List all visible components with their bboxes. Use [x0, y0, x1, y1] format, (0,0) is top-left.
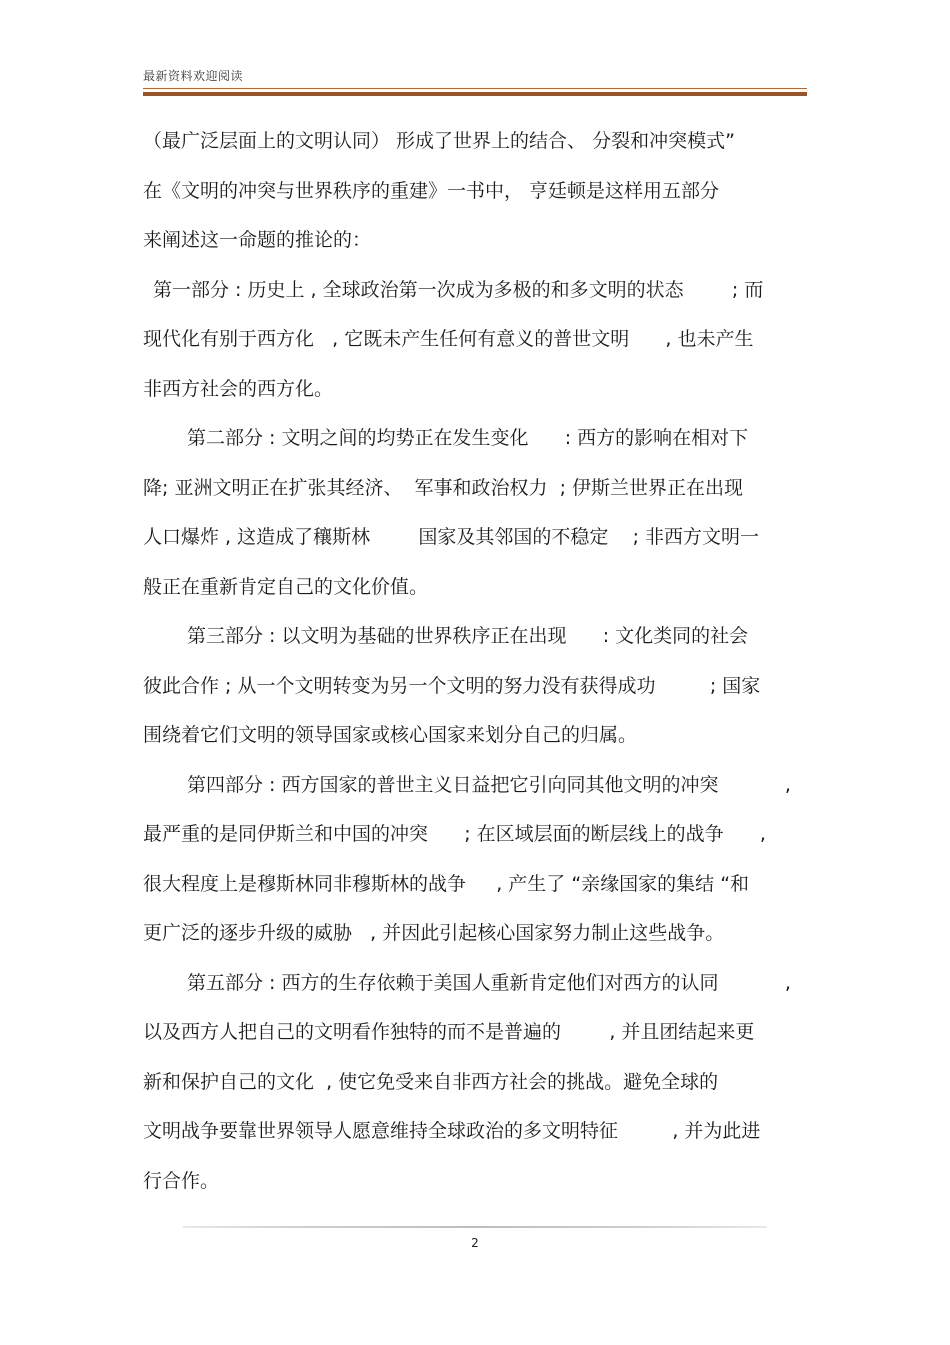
- paragraph-line: 在《文明的冲突与世界秩序的重建》一书中， 亨廷顿是这样用五部分: [143, 179, 720, 202]
- header-rule: [143, 88, 807, 89]
- paragraph-line: 最严重的是同伊斯兰和中国的冲突 ; 在区域层面的断层线上的战争 ,: [143, 823, 766, 845]
- paragraph-line: 现代化有别于西方化 , 它既未产生任何有意义的普世文明 , 也未产生: [143, 328, 754, 350]
- paragraph-line: 更广泛的逐步升级的威胁 , 并因此引起核心国家努力制止这些战争。: [143, 922, 725, 944]
- page-header: 最新资料欢迎阅读: [143, 69, 244, 83]
- paragraph-line: 很大程度上是穆斯林同非穆斯林的战争 , 产生了 “亲缘国家的集结 “和: [143, 872, 750, 895]
- paragraph-line: 以及西方人把自己的文明看作独特的而不是普遍的 , 并且团结起来更: [143, 1021, 755, 1043]
- paragraph-line: 第五部分 : 西方的生存依赖于美国人重新肯定他们对西方的认同 ,: [187, 971, 791, 994]
- paragraph-line: 第四部分 : 西方国家的普世主义日益把它引向同其他文明的冲突 ,: [187, 773, 791, 796]
- paragraph-line: 来阐述这一命题的推论的：: [143, 229, 372, 251]
- paragraph-line: 彼此合作 ; 从一个文明转变为另一个文明的努力没有获得成功 ; 国家: [143, 674, 761, 697]
- paragraph-line: 降; 亚洲文明正在扩张其经济、 军事和政治权力 ; 伊斯兰世界正在出现: [143, 476, 744, 499]
- header-rule-thick: [143, 92, 807, 96]
- footer-rule: [183, 1226, 767, 1228]
- paragraph-line: 围绕着它们文明的领导国家或核心国家来划分自己的归属。: [143, 724, 638, 746]
- paragraph-line: 第三部分 : 以文明为基础的世界秩序正在出现 : 文化类同的社会: [187, 625, 749, 647]
- paragraph-line: 人口爆炸 , 这造成了穰斯林 国家及其邻国的不稳定 ; 非西方文明一: [143, 526, 760, 548]
- paragraph-line: 非西方社会的西方化。: [143, 377, 334, 400]
- paragraph-line: 新和保护自己的文化 , 使它免受来自非西方社会的挑战。避免全球的: [143, 1070, 719, 1093]
- paragraph-line: 第一部分 : 历史上 , 全球政治第一次成为多极的和多文明的状态 ; 而: [153, 278, 764, 301]
- paragraph-line: 第二部分 : 文明之间的均势正在发生变化 : 西方的影响在相对下: [187, 427, 749, 449]
- page-number: 2: [471, 1236, 479, 1250]
- paragraph-line: 般正在重新肯定自己的文化价值。: [143, 575, 429, 598]
- paragraph-line: （最广泛层面上的文明认同） 形成了世界上的结合、 分裂和冲突模式”: [143, 130, 735, 152]
- paragraph-line: 文明战争要靠世界领导人愿意维持全球政治的多文明特征 , 并为此进: [143, 1120, 761, 1142]
- paragraph-line: 行合作。: [143, 1169, 220, 1192]
- document-body: [143, 126, 807, 1215]
